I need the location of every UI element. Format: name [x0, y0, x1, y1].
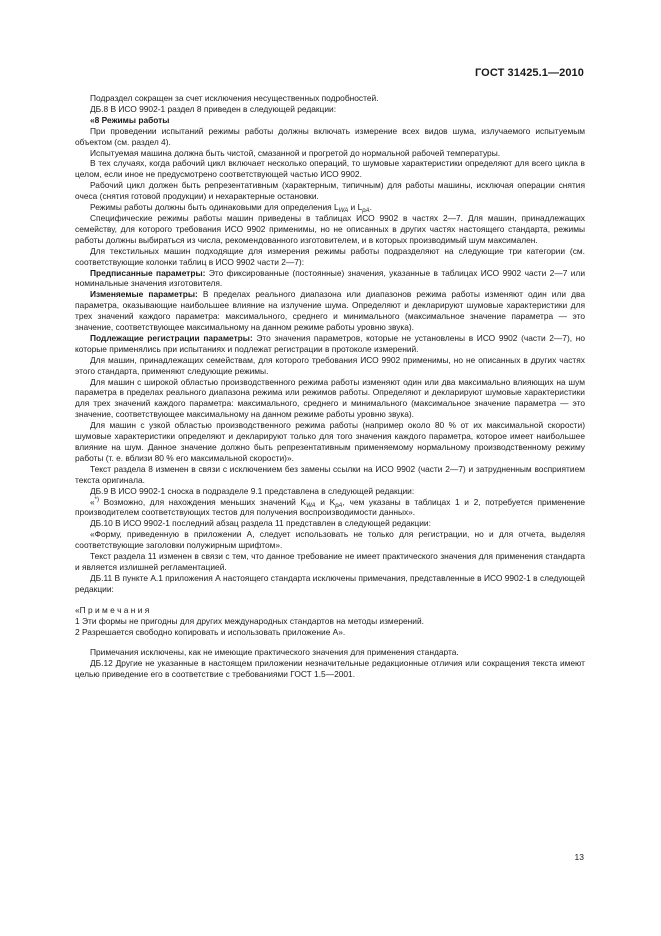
paragraph: Подраздел сокращен за счет исключения несущественных подробностей. — [90, 93, 379, 103]
paragraph: Предписанные параметры: Это фиксированные (постоянные) значения, указанные в таблицах ИСО 9902 части 2—7 или номинальные значения изготовителя. — [75, 267, 585, 289]
paragraph: Примечания исключены, как не имеющие практического значения для применения стандарта. — [90, 647, 459, 658]
paragraph: Изменяемые параметры: В пределах реального диапазона или диапазонов режима работы изменяют один или два параметра, оказывающие наибольшее влияние на излучение шума. Определяют и декларируют шумовые характеристики для трех значений каждого параметра: максимального, среднего и минимального (максимальное значение параметра — это значение, соответствующее максимальному на данном режиме работы уровню звука). — [75, 289, 586, 333]
note-heading: «П р и м е ч а н и я — [75, 604, 150, 615]
paragraph: Специфические режимы работы машин приведены в таблицах ИСО 9902 в частях 2—7. Для машин, принадлежащих семейству, для которого требования ИСО 9902 применимы, но не описанных в других частях настоящего стандарта, режимы работы должны выбираться из числа, рекомендованного изготовителем, и в которых производимый шум максимален. — [75, 212, 585, 245]
paragraph: Испытуемая машина должна быть чистой, смазанной и прогретой до нормальной рабочей температуры. — [90, 147, 501, 158]
note-item: 2 Разрешается свободно копировать и использовать приложение А». — [75, 626, 346, 637]
paragraph: Для текстильных машин подходящие для измерения режимы работы подразделяют на следующие три категории (см. соответствующие колонки таблиц в ИСО 9902 части 2—7): — [75, 245, 585, 267]
page-body — [75, 93, 585, 680]
section-heading: «8 Режимы работы — [90, 114, 170, 125]
paragraph: Подлежащие регистрации параметры: Это значения параметров, которые не установлены в ИСО 9902 (части 2—7), но которые применялись при испытаниях и подлежат регистрации в протоколе измерений. — [75, 332, 586, 354]
paragraph: Режимы работы должны быть одинаковыми для определения $L_{WA}$ и $L_{pA}$. — [90, 202, 372, 215]
page-number: 13 — [574, 852, 584, 862]
paragraph: ДБ.9 В ИСО 9902-1 сноска в подразделе 9.1 представлена в следующей редакции: — [90, 485, 415, 496]
paragraph: Для машин с широкой областью производственного режима работы изменяют один или два максимально влияющих на шум параметра в пределах реального диапазона режима или режимов работы. Определяют и декларируют шумовые характеристики для трех значений каждого параметра: максимального, среднего и минимального (максимальное значение параметра — это значение, соответствующее максимальному на данном режиме работы уровню звука). — [75, 376, 585, 420]
paragraph: Рабочий цикл должен быть репрезентативным (характерным, типичным) для работы машины, исключая операции снятия очеса (снятия готовой продукции) и нехарактерные остановки. — [75, 180, 585, 202]
paragraph: ДБ.12 Другие не указанные в настоящем приложении незначительные редакционные отличия или сокращения текста имеют целью приведение его в соответствие с требованиями ГОСТ 1.5—2001. — [75, 658, 585, 680]
paragraph: При проведении испытаний режимы работы должны включать измерение всех видов шума, излучаемого испытуемым объектом (см. раздел 4). — [75, 125, 585, 147]
paragraph: Текст раздела 8 изменен в связи с исключением без замены ссылки на ИСО 9902 (части 2—7) и затрудненным восприятием текста оригинала. — [75, 463, 585, 485]
paragraph: «Форму, приведенную в приложении А, следует использовать не только для регистрации, но и для отчета, выделяя соответствующие заголовки полужирным шрифтом». — [75, 529, 585, 551]
paragraph: В тех случаях, когда рабочий цикл включает несколько операций, то шумовые характеристики определяют для всего цикла в целом, если иное не предусмотрено соответствующей частью ИСО 9902. — [75, 158, 585, 180]
document-code-header: ГОСТ 31425.1—2010 — [474, 67, 584, 79]
note-item: 1 Эти формы не пригодны для других международных стандартов на методы измерений. — [75, 615, 424, 626]
paragraph: «*) Возможно, для нахождения меньших значений $K_{WA}$ и $K_{pA}$, чем указаны в таблицах 1 и 2, потребуется применение производителем соответствующих тестов для получения воспроизводимости данных». — [75, 496, 586, 518]
paragraph: ДБ.10 В ИСО 9902-1 последний абзац раздела 11 представлен в следующей редакции: — [90, 518, 431, 529]
paragraph: ДБ.8 В ИСО 9902-1 раздел 8 приведен в следующей редакции: — [90, 103, 337, 114]
paragraph: ДБ.11 В пункте А.1 приложения А настоящего стандарта исключены примечания, представленные в ИСО 9902-1 в следующей редакции: — [75, 572, 585, 594]
term-label: Изменяемые параметры: — [90, 289, 198, 300]
paragraph: Для машин, принадлежащих семействам, для которого требования ИСО 9902 применимы, но не описанных в других частях этого стандарта, применяют следующие режимы. — [75, 354, 585, 376]
term-label: Предписанные параметры: — [90, 267, 206, 278]
paragraph: Текст раздела 11 изменен в связи с тем, что данное требование не имеет практического значения для применения стандарта и является излишней регламентацией. — [75, 551, 585, 572]
term-label: Подлежащие регистрации параметры: — [90, 332, 253, 343]
paragraph: Для машин с узкой областью производственного режима работы (например около 80 % от их максимальной скорости) шумовые характеристики определяют и декларируют только для того значения каждого параметра, которое имеет наибольшее влияние на шум. Данное значение должно быть репрезентативным применяемому нормальному производственному режиму работы (т. е. вблизи 80 % его максимальной скорости)». — [75, 420, 585, 463]
